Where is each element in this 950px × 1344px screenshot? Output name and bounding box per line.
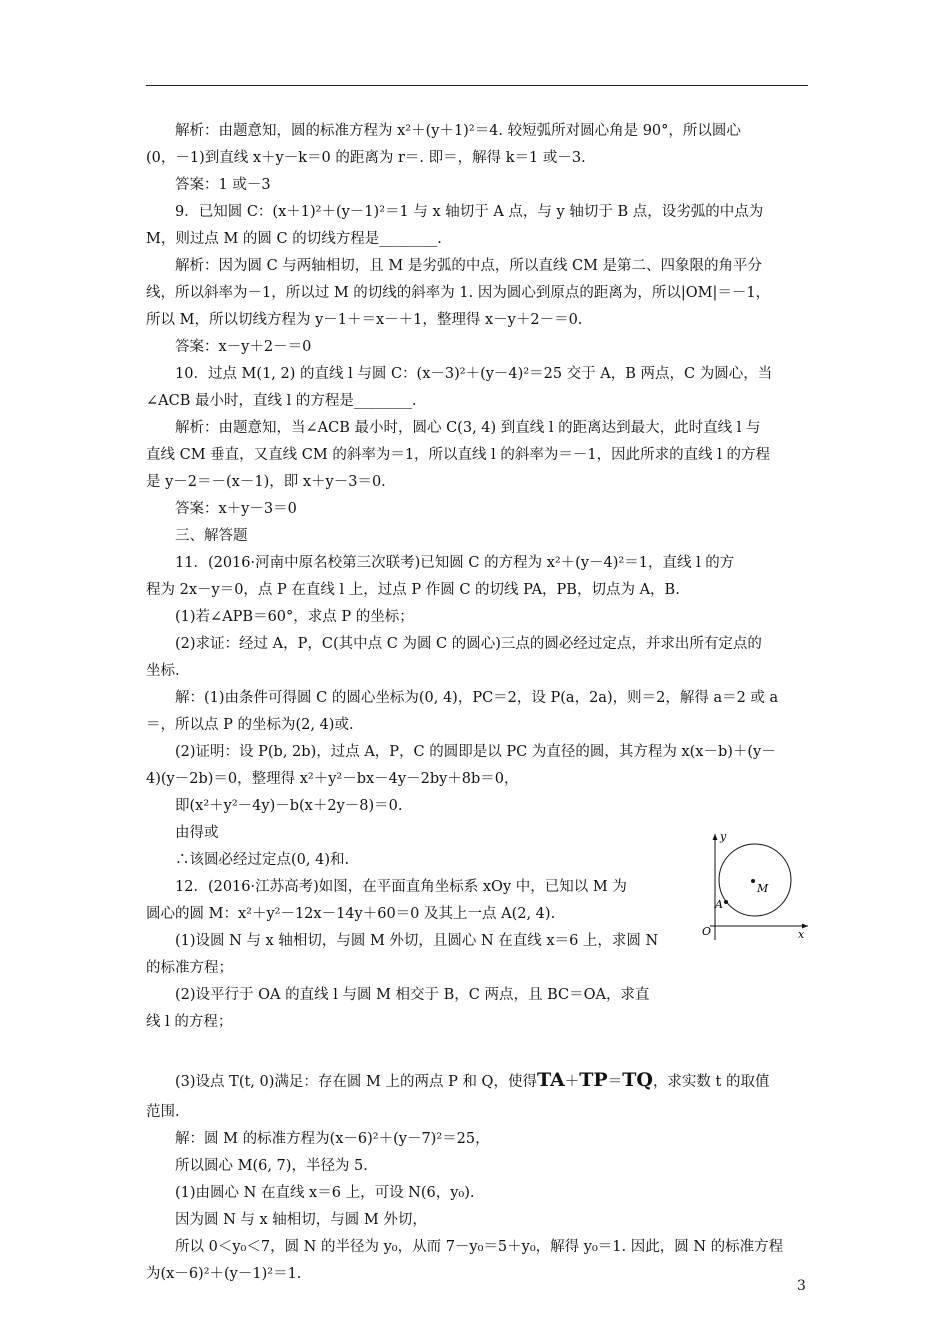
- text-line: 10．过点 M(1, 2) 的直线 l 与圆 C：(x－3)²＋(y－4)²＝25 交于 A，B 两点，C 为圆心，当: [175, 366, 773, 382]
- text-line: 即(x²＋y²－4y)－b(x＋2y－8)＝0.: [175, 798, 403, 814]
- point-a-label: A: [715, 898, 723, 911]
- text-line: 范围.: [146, 1104, 180, 1120]
- text-line: 线，所以斜率为－1，所以过 M 的切线的斜率为 1. 因为圆心到原点的距离为，所以|OM|＝－1，: [146, 285, 771, 301]
- vector-tp: TP: [579, 1069, 608, 1091]
- text-line: (2)求证：经过 A，P，C(其中点 C 为圆 C 的圆心)三点的圆必经过定点，并求出所有定点的: [175, 636, 762, 652]
- text-line: (1)设圆 N 与 x 轴相切，与圆 M 外切，且圆心 N 在直线 x＝6 上，求圆 N: [175, 933, 659, 949]
- y-axis-label: y: [720, 830, 727, 843]
- text-line: 答案：x＋y－3＝0: [175, 501, 297, 517]
- text-line: (1)若∠APB＝60°，求点 P 的坐标；: [175, 609, 414, 625]
- text-line: (2)设平行于 OA 的直线 l 与圆 M 相交于 B，C 两点，且 BC＝OA，求直: [175, 987, 650, 1003]
- text-line: 三、解答题: [175, 528, 248, 544]
- coordinate-circle-figure: [698, 828, 814, 946]
- center-point-m: [751, 879, 755, 883]
- text-line: 程为 2x－y＝0，点 P 在直线 l 上，过点 P 作圆 C 的切线 PA，PB，切点为 A，B.: [146, 582, 680, 598]
- vector-ta: TA: [536, 1069, 565, 1091]
- text-line: 线 l 的方程；: [146, 1014, 233, 1030]
- text-line: 因为圆 N 与 x 轴相切，与圆 M 外切，: [175, 1212, 427, 1228]
- text-line: ∴该圆必经过定点(0, 4)和.: [175, 852, 350, 868]
- text-line: ∠ACB 最小时，直线 l 的方程是________.: [146, 393, 417, 409]
- text-line: 是 y－2＝－(x－1)，即 x＋y－3＝0.: [146, 474, 386, 490]
- q3-text-after: ，求实数 t 的取值: [652, 1074, 770, 1090]
- text-line: 坐标.: [146, 663, 180, 679]
- text-line: 为(x－6)²＋(y－1)²＝1.: [146, 1266, 302, 1282]
- text-line: M，则过点 M 的圆 C 的切线方程是________.: [146, 231, 442, 247]
- text-line: 11．(2016·河南中原名校第三次联考)已知圆 C 的方程为 x²＋(y－4)²＝1，直线 l 的方: [175, 555, 735, 571]
- equals-sign: ＝: [607, 1074, 623, 1090]
- origin-label: O: [702, 925, 712, 938]
- page-content: [146, 118, 808, 1288]
- text-line: 解：圆 M 的标准方程为(x－6)²＋(y－7)²＝25，: [175, 1131, 490, 1147]
- text-line: 4)(y－2b)＝0，整理得 x²＋y²－bx－4y－2by＋8b＝0，: [146, 771, 519, 787]
- y-axis-arrow: [713, 834, 718, 840]
- text-line: 圆心的圆 M：x²＋y²－12x－14y＋60＝0 及其上一点 A(2, 4).: [146, 906, 556, 922]
- x-axis-label: x: [798, 928, 805, 941]
- text-line: (0，－1)到直线 x＋y－k＝0 的距离为 r＝. 即＝，解得 k＝1 或－3.: [146, 150, 586, 166]
- text-line: 所以 0＜y₀＜7，圆 N 的半径为 y₀，从而 7－y₀＝5＋y₀，解得 y₀＝1. 因此，圆 N 的标准方程: [175, 1239, 784, 1255]
- text-line: 答案：1 或－3: [175, 177, 271, 193]
- text-line: 的标准方程；: [146, 960, 233, 976]
- text-line: 12．(2016·江苏高考)如图，在平面直角坐标系 xOy 中，已知以 M 为: [175, 879, 627, 895]
- question-12-part3: [146, 1063, 808, 1099]
- text-line: 解析：由题意知，圆的标准方程为 x²＋(y＋1)²＝4. 较短弧所对圆心角是 90°，所以圆心: [175, 123, 741, 139]
- text-line: 所以 M，所以切线方程为 y－1＋＝x－＋1，整理得 x－y＋2－＝0.: [146, 312, 583, 328]
- q3-text-before: (3)设点 T(t, 0)满足：存在圆 M 上的两点 P 和 Q，使得: [175, 1074, 537, 1090]
- spacer: [146, 1036, 808, 1063]
- text-block-lower: [146, 1099, 808, 1288]
- plus-sign: ＋: [564, 1074, 580, 1090]
- center-label-m: M: [757, 882, 769, 895]
- text-line: 所以圆心 M(6, 7)，半径为 5.: [175, 1158, 368, 1174]
- header-rule: [146, 85, 808, 86]
- text-line: 解析：因为圆 C 与两轴相切，且 M 是劣弧的中点，所以直线 CM 是第二、四象限的角平分: [175, 258, 763, 274]
- page-number: 3: [797, 1278, 806, 1294]
- text-line: 9．已知圆 C：(x＋1)²＋(y－1)²＝1 与 x 轴切于 A 点，与 y 轴切于 B 点，设劣弧的中点为: [175, 204, 764, 220]
- text-line: 直线 CM 垂直，又直线 CM 的斜率为＝1，所以直线 l 的斜率为＝－1，因此所求的直线 l 的方程: [146, 447, 770, 463]
- text-line: (2)证明：设 P(b, 2b)，过点 A，P，C 的圆即是以 PC 为直径的圆，其方程为 x(x－b)＋(y－: [175, 744, 776, 760]
- text-line: (1)由圆心 N 在直线 x＝6 上，可设 N(6，y₀).: [175, 1185, 475, 1201]
- point-a: [724, 900, 728, 904]
- text-line: ＝，所以点 P 的坐标为(2, 4)或.: [146, 717, 354, 733]
- text-line: 解析：由题意知，当∠ACB 最小时，圆心 C(3, 4) 到直线 l 的距离达到最大，此时直线 l 与: [175, 420, 761, 436]
- vector-tq: TQ: [622, 1069, 653, 1091]
- text-line: 由得或: [175, 825, 219, 841]
- circle-m: [719, 844, 791, 916]
- text-line: 答案：x－y＋2－＝0: [175, 339, 312, 355]
- text-line: 解：(1)由条件可得圆 C 的圆心坐标为(0, 4)，PC＝2，设 P(a，2a)，则＝2，解得 a＝2 或 a: [175, 690, 779, 706]
